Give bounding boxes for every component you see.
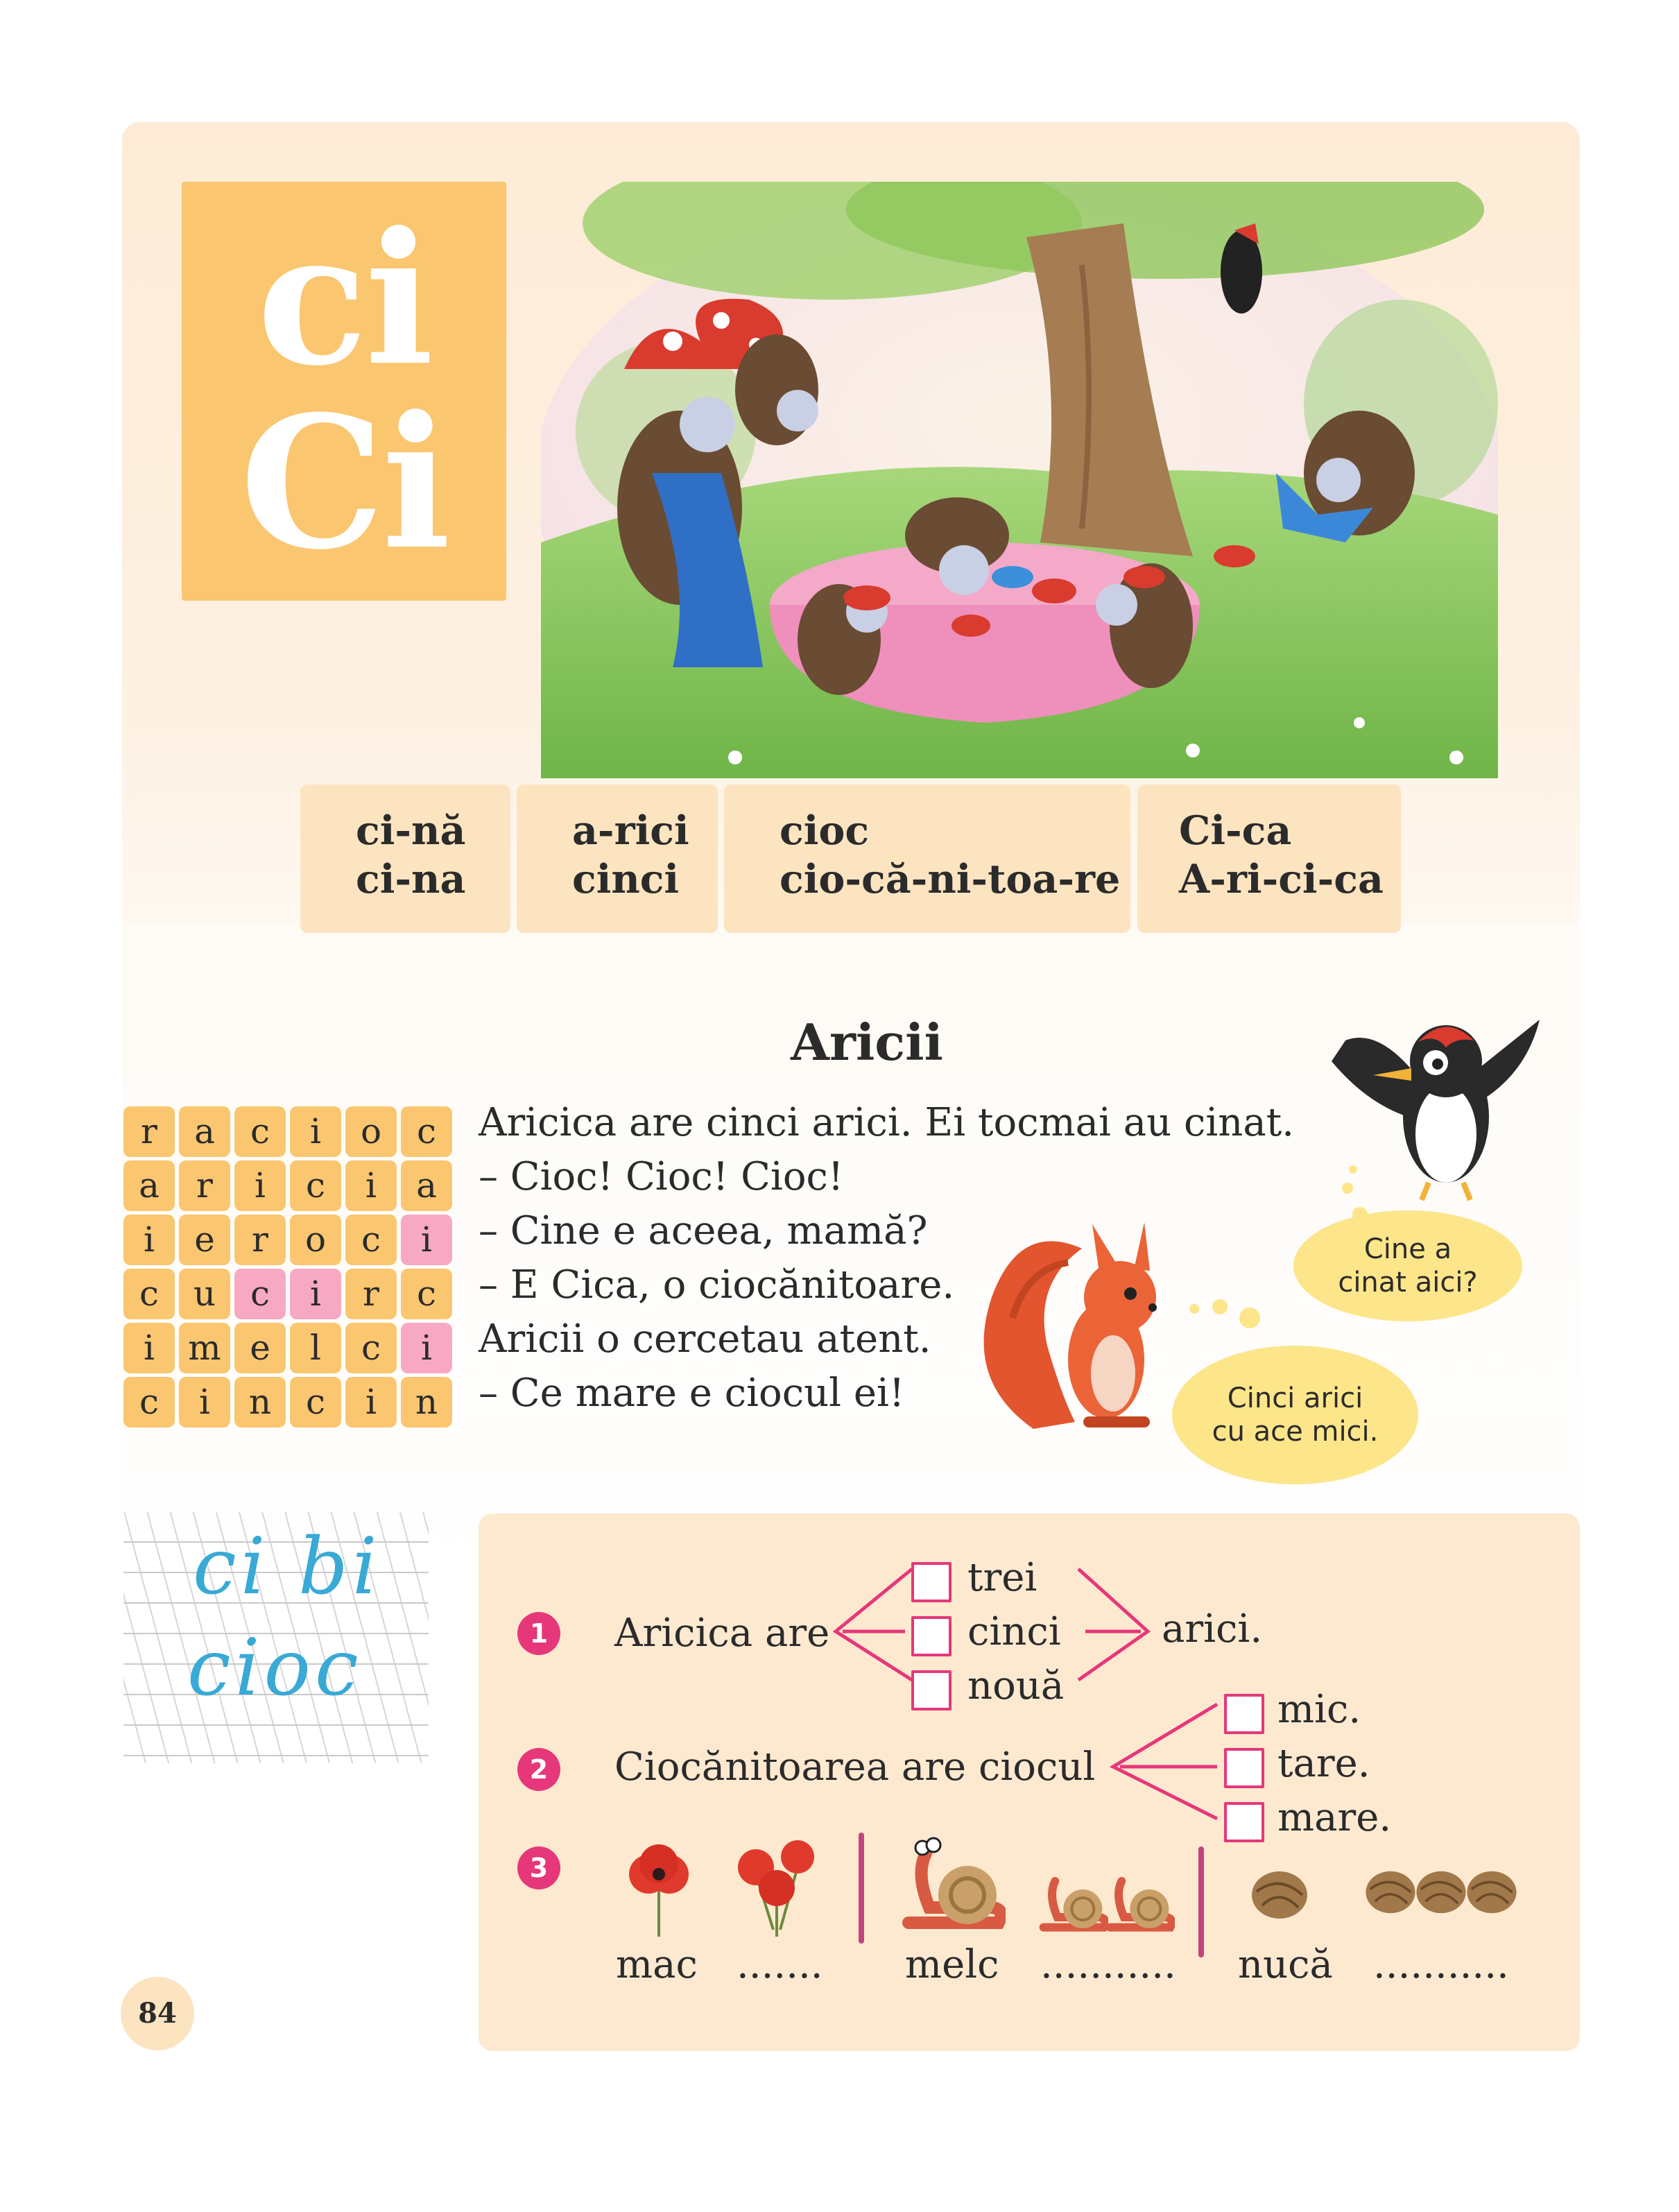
grid-cell: c xyxy=(345,1215,397,1265)
syllable-box-2 xyxy=(517,785,718,933)
exercise-number-3: 3 xyxy=(517,1846,560,1889)
exercise-number-2: 2 xyxy=(517,1748,560,1791)
thought-dot xyxy=(1239,1308,1260,1328)
q3-word-1: mac xyxy=(616,1942,698,1987)
grid-cell: r xyxy=(123,1106,175,1157)
grid-cell: u xyxy=(179,1269,230,1319)
poppies-icon xyxy=(728,1826,825,1937)
syllable-line: A-ri-ci-ca xyxy=(1179,856,1384,902)
snail-icon xyxy=(902,1833,1006,1937)
grid-cell: i xyxy=(123,1215,175,1265)
woodpecker-speech-bubble xyxy=(1293,1210,1522,1321)
grid-cell: c xyxy=(234,1106,286,1157)
grid-cell: l xyxy=(290,1323,341,1373)
grid-cell: i xyxy=(345,1160,397,1211)
q1-right-bracket xyxy=(1071,1562,1169,1687)
grid-cell-highlighted: i xyxy=(401,1215,452,1265)
cursive-line-2: cioc xyxy=(187,1623,363,1713)
grid-cell: n xyxy=(401,1377,452,1427)
walnut-icon xyxy=(1363,1867,1418,1917)
grid-cell: i xyxy=(179,1377,230,1427)
q1-prefix: Aricica are xyxy=(614,1611,830,1656)
grid-cell: i xyxy=(234,1160,286,1211)
syllable-line: Ci-ca xyxy=(1179,807,1292,854)
grid-cell: i xyxy=(123,1323,175,1373)
bubble-line: Cinci arici xyxy=(1227,1382,1363,1414)
grid-cell-highlighted: c xyxy=(234,1269,286,1319)
syllable-line: cioc xyxy=(780,807,870,854)
q1-checkbox-3[interactable] xyxy=(911,1670,952,1711)
column-separator xyxy=(1198,1846,1204,1957)
syllable-line: cio-că-ni-toa-re xyxy=(780,856,1121,902)
grid-cell: m xyxy=(179,1323,230,1373)
grid-cell: c xyxy=(290,1160,341,1211)
q3-blank-2[interactable]: ........... xyxy=(1040,1942,1176,1987)
letter-box xyxy=(182,182,506,601)
grid-cell: r xyxy=(179,1160,230,1211)
grid-cell: n xyxy=(234,1377,286,1427)
syllable-line: cinci xyxy=(572,856,680,902)
grid-cell: a xyxy=(179,1106,230,1157)
q2-option-1: mic. xyxy=(1277,1687,1361,1732)
bubble-line: cinat aici? xyxy=(1338,1267,1478,1298)
q2-option-2: tare. xyxy=(1277,1741,1370,1786)
q1-option-2: cinci xyxy=(967,1609,1061,1654)
syllable-line: ci-nă xyxy=(356,807,466,854)
q3-blank-1[interactable]: ....... xyxy=(737,1942,823,1987)
hedgehog-dinner-illustration xyxy=(541,182,1498,778)
story-line: – E Cica, o ciocănitoare. xyxy=(479,1262,955,1308)
page-number: 84 xyxy=(121,1977,194,2050)
cursive-writing-area xyxy=(123,1512,429,1763)
snail-icon xyxy=(1039,1867,1108,1937)
grid-cell: c xyxy=(123,1269,175,1319)
walnut-icon xyxy=(1413,1867,1469,1917)
poppy-icon xyxy=(617,1840,700,1937)
grid-cell: r xyxy=(345,1269,397,1319)
q2-checkbox-2[interactable] xyxy=(1224,1748,1264,1788)
q2-bracket xyxy=(1106,1697,1224,1822)
q2-checkbox-3[interactable] xyxy=(1224,1802,1264,1842)
cursive-line-1: ci bi xyxy=(193,1522,381,1612)
q1-suffix: arici. xyxy=(1162,1606,1263,1652)
letter-upper: Ci xyxy=(239,376,449,590)
syllable-box-4 xyxy=(1137,785,1401,933)
grid-cell: c xyxy=(123,1377,175,1427)
story-line: – Ce mare e ciocul ei! xyxy=(479,1371,905,1416)
woodpecker-illustration xyxy=(1325,999,1560,1207)
walnut-icon xyxy=(1464,1867,1519,1917)
grid-cell: a xyxy=(401,1160,452,1211)
grid-cell: e xyxy=(234,1323,286,1373)
grid-cell-highlighted: i xyxy=(290,1269,341,1319)
bubble-line: cu ace mici. xyxy=(1212,1416,1379,1448)
q3-word-3: nucă xyxy=(1238,1942,1333,1987)
q2-option-3: mare. xyxy=(1277,1795,1392,1840)
letter-grid xyxy=(123,1106,452,1427)
grid-cell: c xyxy=(401,1269,452,1319)
grid-cell: i xyxy=(290,1106,341,1157)
story-line: Aricica are cinci arici. Ei tocmai au cinat. xyxy=(479,1100,1295,1145)
letter-lower: ci xyxy=(257,192,431,406)
q1-option-3: nouă xyxy=(967,1663,1065,1708)
q3-word-2: melc xyxy=(905,1942,999,1987)
story-line: – Cine e aceea, mamă? xyxy=(479,1208,928,1253)
grid-cell: o xyxy=(345,1106,397,1157)
thought-dot xyxy=(1212,1299,1228,1314)
grid-cell: i xyxy=(345,1377,397,1427)
q3-blank-3[interactable]: ........... xyxy=(1373,1942,1509,1987)
story-title: Aricii xyxy=(791,1013,943,1072)
q1-option-1: trei xyxy=(967,1555,1037,1600)
q2-prefix: Ciocănitoarea are ciocul xyxy=(614,1744,1096,1790)
exercise-panel xyxy=(479,1514,1580,2051)
syllable-box-1 xyxy=(300,785,510,933)
grid-cell: c xyxy=(345,1323,397,1373)
grid-cell: c xyxy=(290,1377,341,1427)
bubble-line: Cine a xyxy=(1363,1233,1452,1265)
syllable-line: ci-na xyxy=(356,856,466,902)
walnut-icon xyxy=(1248,1867,1311,1923)
grid-cell-highlighted: i xyxy=(401,1323,452,1373)
story-line: – Cioc! Cioc! Cioc! xyxy=(479,1154,844,1199)
grid-cell: e xyxy=(179,1215,230,1265)
exercise-number-1: 1 xyxy=(517,1612,560,1655)
q1-checkbox-1[interactable] xyxy=(911,1562,952,1602)
squirrel-speech-bubble xyxy=(1172,1346,1418,1484)
snail-icon xyxy=(1105,1867,1175,1937)
thought-dot xyxy=(1189,1304,1199,1314)
thought-dot xyxy=(1342,1183,1353,1194)
q1-checkbox-2[interactable] xyxy=(911,1616,952,1656)
thought-dot xyxy=(1349,1165,1357,1174)
grid-cell: r xyxy=(234,1215,286,1265)
column-separator xyxy=(859,1833,864,1944)
grid-cell: o xyxy=(290,1215,341,1265)
grid-cell: a xyxy=(123,1160,175,1211)
syllable-box-3 xyxy=(724,785,1130,933)
grid-cell: c xyxy=(401,1106,452,1157)
syllable-line: a-rici xyxy=(572,807,689,854)
story-line: Aricii o cercetau atent. xyxy=(479,1317,931,1362)
q2-checkbox-1[interactable] xyxy=(1224,1694,1264,1734)
squirrel-illustration xyxy=(971,1207,1200,1443)
